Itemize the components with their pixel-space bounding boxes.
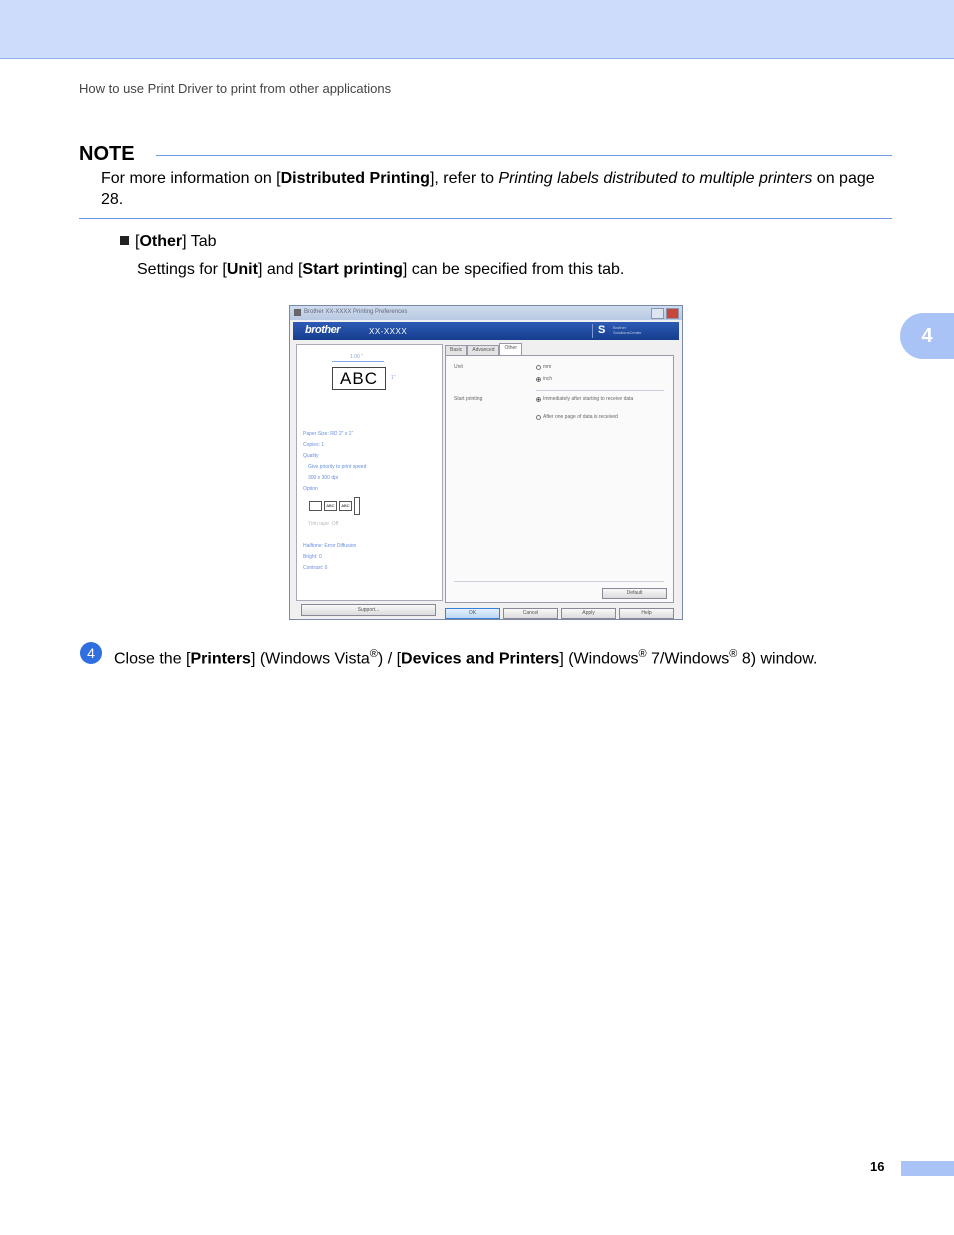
separator [536,390,664,391]
registered-mark: ® [369,648,378,660]
option-box-icon: ABC [339,501,352,511]
start-radio-after-page[interactable]: After one page of data is received [536,414,618,420]
step-text-part: 8) window. [737,650,818,668]
help-button[interactable]: Help [619,608,674,619]
model-name: XX-XXXX [369,327,408,336]
start-radio-immediately[interactable]: Immediately after starting to receive data [536,396,633,402]
label-preview-panel [296,344,443,601]
note-text: ], refer to [429,170,499,187]
unit-radio-mm[interactable]: mm [536,364,551,370]
chapter-tab: 4 [900,313,954,359]
close-icon[interactable] [666,308,679,319]
solutions-center-icon: S [598,324,606,336]
step-text-part: Close the [ [114,650,191,668]
radio-icon [536,415,541,420]
unit-label: Unit [454,364,463,370]
step-text-part: ] (Windows Vista [250,650,370,668]
contrast-info: Contrast: 0 [303,565,328,571]
registered-mark: ® [729,648,738,660]
minimize-icon[interactable] [651,308,664,319]
dialog-titlebar [290,306,682,320]
step-text-part: ] (Windows [559,650,639,668]
quality-value: Give priority to print speed [308,464,367,470]
radio-icon [536,365,541,370]
height-dimension: 1" [391,375,396,381]
bullet-other-tab [120,233,217,251]
copies-info: Copies: 1 [303,442,325,448]
option-box-icon [309,501,322,511]
note-text: For more information on [ [101,170,281,187]
note-text: on page 28. [101,170,875,208]
halftone-info: Halftone: Error Diffusion [303,543,357,549]
bright-info: Bright: 0 [303,554,322,560]
tab-advanced[interactable]: Advanced [467,345,499,355]
bullet-text: ] Tab [182,233,217,250]
apply-button[interactable]: Apply [561,608,616,619]
start-printing-label: Start printing [454,396,483,402]
resolution-info: 300 x 300 dpi [308,475,339,481]
width-dimension-line [332,361,384,362]
dialog-title: Brother XX-XXXX Printing Preferences [304,309,408,315]
paper-size-info: Paper Size: RD 2" x 1" [303,431,354,437]
support-button[interactable]: Support... [301,604,436,616]
window-controls [651,308,679,319]
printer-icon [294,309,301,316]
step-bold-printers: Printers [190,650,251,668]
note-body [101,168,881,210]
note-cross-reference: Printing labels distributed to multiple printers [498,170,813,187]
cancel-button[interactable]: Cancel [503,608,558,619]
separator [454,581,664,582]
settings-summary [303,429,366,495]
step-text [114,642,817,671]
radio-selected-icon [536,377,541,382]
page-number: 16 [870,1159,885,1174]
tab-basic[interactable]: Basic [445,345,467,355]
dialog-buttons [445,608,674,619]
bullet-description [137,261,624,279]
radio-selected-icon [536,397,541,402]
desc-bold-start-printing: Start printing [302,261,403,278]
top-header-band [0,0,954,59]
step-bold-devices-and-printers: Devices and Printers [401,650,560,668]
unit-radio-inch[interactable]: inch [536,376,552,382]
default-button[interactable]: Default [602,588,667,599]
note-bold-distributed-printing: Distributed Printing [280,170,430,187]
other-tab-panel [445,355,674,603]
option-info: Option [303,486,318,492]
desc-text: ] can be specified from this tab. [402,261,625,278]
option-preview-icons [309,497,360,515]
label-preview: ABC [332,367,386,390]
desc-bold-unit: Unit [226,261,258,278]
page-number-band [901,1161,954,1176]
tab-other[interactable]: Other [499,343,522,355]
square-bullet-icon [120,236,129,245]
step-text-part: 7/Windows [646,650,730,668]
option-bar-icon [354,497,360,515]
note-rule-top [156,155,892,156]
running-head: How to use Print Driver to print from other applications [79,81,392,96]
printing-preferences-dialog [289,305,683,620]
width-dimension: 1.00 " [350,354,363,360]
settings-summary-2 [303,519,356,574]
desc-text: Settings for [ [137,261,227,278]
brother-logo: brother [305,324,340,336]
option-box-icon: ABC [324,501,337,511]
dialog-brand-header [293,322,679,340]
solutions-center-link[interactable] [592,324,671,338]
quality-info: Quality [303,453,319,459]
note-rule-bottom [79,218,892,219]
registered-mark: ® [638,648,647,660]
trim-info: Trim tape: Off [308,521,339,527]
bullet-text: [ [135,233,140,250]
desc-text: ] and [ [257,261,303,278]
step-number-badge: 4 [80,642,102,664]
note-title: NOTE [79,143,135,165]
solutions-center-text: Brother SolutionsCenter [613,325,642,335]
bullet-bold-other: Other [139,233,183,250]
ok-button[interactable]: OK [445,608,500,619]
step-text-part: ) / [ [377,650,402,668]
tab-strip [445,345,522,355]
